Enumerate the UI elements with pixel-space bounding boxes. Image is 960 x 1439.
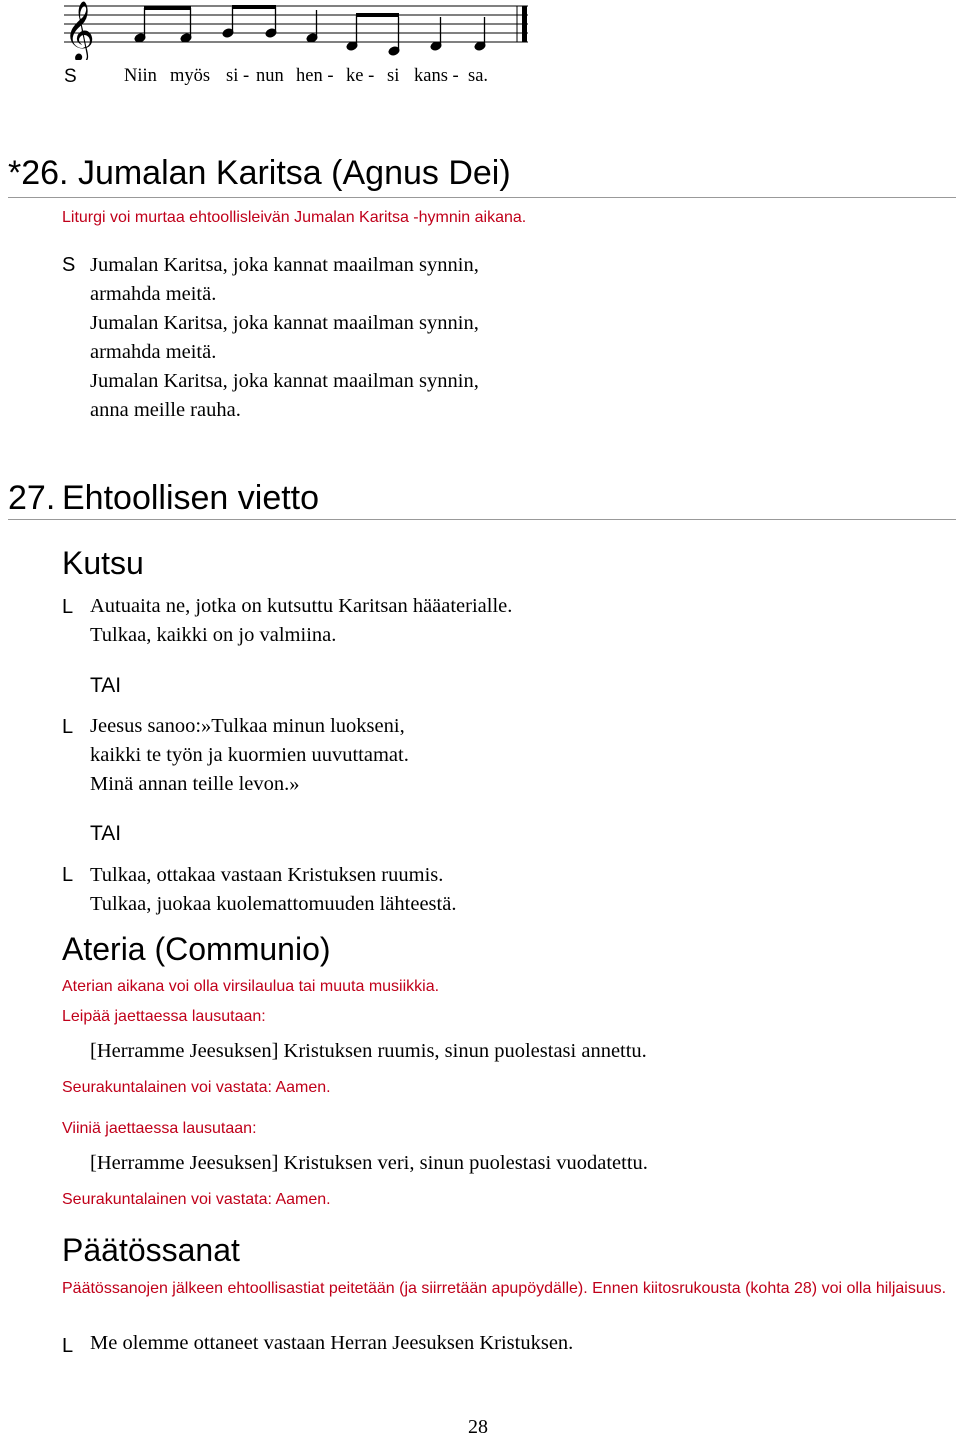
text-line: Tulkaa, juokaa kuolemattomuuden lähteestä. [90, 893, 457, 915]
text-line: Autuaita ne, jotka on kutsuttu Karitsan hääaterialle. [90, 595, 513, 617]
or-label: TAI [90, 674, 122, 697]
wine-words: [Herramme Jeesuksen] Kristuksen veri, sinun puolestasi vuodatettu. [90, 1152, 648, 1174]
treble-clef-icon: 𝄞 [64, 1, 95, 60]
music-syllable: kans - [414, 66, 459, 86]
page-number: 28 [468, 1416, 488, 1438]
or-label: TAI [90, 822, 122, 845]
ateria-rubric: Aterian aikana voi olla virsilaulua tai muuta musiikkia. [62, 978, 440, 995]
paatos-rubric: Päätössanojen jälkeen ehtoollisastiat peitetään (ja siirretään apupöydälle). Ennen kiitosrukousta (kohta 28) voi olla hiljaisuus. [62, 1280, 947, 1297]
kutsu-text-3 [90, 861, 456, 919]
kutsu-speaker-2: L [62, 716, 74, 738]
section-27-title: Ehtoollisen vietto [62, 479, 320, 517]
paatos-heading: Päätössanat [62, 1232, 240, 1268]
kutsu-text-2 [90, 712, 409, 799]
music-syllable: si [387, 66, 400, 86]
section-27-number: 27. [8, 479, 56, 517]
music-syllable: sa. [468, 66, 489, 86]
text-line: Jeesus sanoo:»Tulkaa minun luokseni, [90, 715, 405, 737]
kutsu-heading: Kutsu [62, 545, 144, 581]
section-26-rubric: Liturgi voi murtaa ehtoollisleivän Jumalan Karitsa -hymnin aikana. [62, 209, 527, 226]
text-line: armahda meitä. [90, 341, 217, 363]
text-line: anna meille rauha. [90, 399, 241, 421]
response-rubric: Seurakuntalainen voi vastata: Aamen. [62, 1079, 331, 1096]
music-syllable: Niin [124, 66, 157, 86]
music-syllable: myös [170, 66, 211, 86]
section-26-title: *26. Jumalan Karitsa (Agnus Dei) [8, 154, 511, 192]
text-line: kaikki te työn ja kuormien uuvuttamat. [90, 744, 409, 766]
response-rubric: Seurakuntalainen voi vastata: Aamen. [62, 1191, 331, 1208]
kutsu-text-1 [90, 592, 512, 650]
music-speaker: S [64, 66, 77, 87]
paatos-speaker: L [62, 1335, 74, 1357]
kutsu-speaker-1: L [62, 596, 74, 618]
music-syllable: hen - [296, 66, 334, 86]
text-line: Jumalan Karitsa, joka kannat maailman synnin, [90, 312, 479, 334]
music-syllable: ke - [346, 66, 375, 86]
ateria-heading: Ateria (Communio) [62, 931, 331, 967]
text-line: Tulkaa, ottakaa vastaan Kristuksen ruumis. [90, 864, 444, 886]
section-26-speaker: S [62, 254, 76, 276]
section-27-rule [8, 519, 956, 520]
text-line: Tulkaa, kaikki on jo valmiina. [90, 624, 337, 646]
music-syllable: nun [256, 66, 284, 86]
music-staff [0, 0, 960, 60]
bread-words: [Herramme Jeesuksen] Kristuksen ruumis, sinun puolestasi annettu. [90, 1040, 647, 1062]
music-syllable: si - [226, 66, 250, 86]
text-line: armahda meitä. [90, 283, 217, 305]
text-line: Jumalan Karitsa, joka kannat maailman synnin, [90, 254, 479, 276]
kutsu-speaker-3: L [62, 864, 74, 886]
text-line: Jumalan Karitsa, joka kannat maailman synnin, [90, 370, 479, 392]
wine-rubric: Viiniä jaettaessa lausutaan: [62, 1120, 257, 1137]
bread-rubric: Leipää jaettaessa lausutaan: [62, 1008, 266, 1025]
section-26-rule [8, 197, 956, 198]
paatos-text: Me olemme ottaneet vastaan Herran Jeesuksen Kristuksen. [90, 1332, 574, 1354]
text-line: Minä annan teille levon.» [90, 773, 300, 795]
agnus-dei-text [90, 251, 479, 425]
